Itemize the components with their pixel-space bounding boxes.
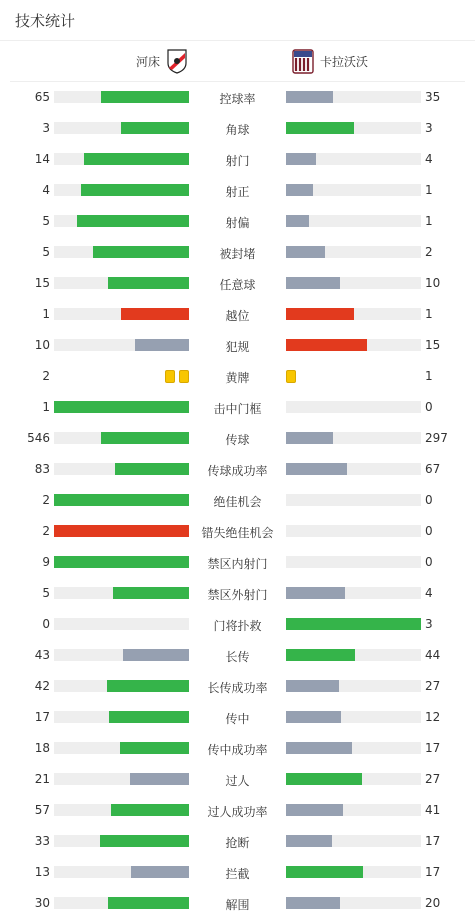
- home-bar-fill: [108, 897, 189, 909]
- teams-header: [10, 41, 465, 82]
- stat-label: 传球成功率: [207, 464, 268, 478]
- stat-row: [0, 609, 475, 640]
- home-stat-value: 17: [34, 710, 50, 724]
- away-bar-track: [286, 277, 421, 289]
- stats-header: [0, 0, 475, 41]
- away-bar-track: [286, 742, 421, 754]
- home-bar-fill: [107, 680, 189, 692]
- home-bar-fill: [130, 773, 189, 785]
- stat-label: 击中门框: [213, 402, 262, 416]
- home-bar-track: [54, 711, 189, 723]
- home-bar-track: [54, 556, 189, 568]
- away-bar-fill: [286, 463, 347, 475]
- away-bar-fill: [286, 184, 313, 196]
- stat-row: [0, 795, 475, 826]
- home-stat-value: 83: [34, 462, 50, 476]
- stat-row: [0, 826, 475, 857]
- stat-row: [0, 671, 475, 702]
- home-bar-track: [54, 153, 189, 165]
- yellow-card-icon: [179, 370, 189, 383]
- home-bar-track: [54, 897, 189, 909]
- away-bar-track: [286, 308, 421, 320]
- away-stat-value: 27: [425, 679, 441, 693]
- stat-label: 过人成功率: [207, 805, 268, 819]
- home-bar-track: [54, 308, 189, 320]
- away-stat-value: 0: [425, 555, 433, 569]
- away-bar-track: [286, 835, 421, 847]
- stat-label: 门将扑救: [213, 619, 262, 633]
- home-stat-value: 42: [34, 679, 50, 693]
- away-bar-track: [286, 246, 421, 258]
- stat-label: 犯规: [225, 340, 250, 354]
- away-stat-value: 17: [425, 834, 441, 848]
- away-bar-fill: [286, 432, 333, 444]
- stat-label: 传中: [225, 712, 250, 726]
- away-bar-track: [286, 866, 421, 878]
- home-stat-value: 30: [34, 896, 50, 910]
- home-bar-fill: [120, 742, 189, 754]
- stat-row: [0, 516, 475, 547]
- stat-label: 拦截: [225, 867, 250, 881]
- away-bar-track: [286, 897, 421, 909]
- home-bar-fill: [54, 556, 189, 568]
- away-stat-value: 17: [425, 741, 441, 755]
- home-bar-fill: [113, 587, 189, 599]
- home-bar-fill: [108, 277, 189, 289]
- home-bar-fill: [121, 122, 189, 134]
- away-bar-track: [286, 711, 421, 723]
- home-stat-value: 14: [34, 152, 50, 166]
- stat-row: [0, 454, 475, 485]
- away-bar-track: [286, 494, 421, 506]
- away-bar-fill: [286, 153, 316, 165]
- away-stat-value: 1: [425, 369, 433, 383]
- home-stat-value: 3: [42, 121, 50, 135]
- stat-row: [0, 702, 475, 733]
- away-stat-value: 3: [425, 617, 433, 631]
- home-team[interactable]: [136, 49, 188, 74]
- stat-row: [0, 144, 475, 175]
- home-stat-value: 21: [34, 772, 50, 786]
- away-yellow-cards: [286, 370, 300, 383]
- stat-label: 禁区内射门: [207, 557, 268, 571]
- stat-label: 过人: [225, 774, 250, 788]
- away-bar-fill: [286, 91, 333, 103]
- away-bar-track: [286, 525, 421, 537]
- home-stat-value: 2: [42, 369, 50, 383]
- away-bar-track: [286, 122, 421, 134]
- home-bar-fill: [121, 308, 189, 320]
- away-bar-track: [286, 339, 421, 351]
- home-bar-fill: [81, 184, 189, 196]
- away-bar-fill: [286, 866, 363, 878]
- away-bar-track: [286, 556, 421, 568]
- away-bar-fill: [286, 122, 354, 134]
- home-bar-track: [54, 649, 189, 661]
- home-stat-value: 1: [42, 400, 50, 414]
- stat-row: [0, 361, 475, 392]
- home-bar-track: [54, 339, 189, 351]
- away-stat-value: 0: [425, 493, 433, 507]
- stat-row: [0, 175, 475, 206]
- home-bar-fill: [131, 866, 189, 878]
- stat-row: [0, 237, 475, 268]
- away-bar-fill: [286, 339, 367, 351]
- away-bar-track: [286, 184, 421, 196]
- away-bar-fill: [286, 277, 340, 289]
- away-bar-track: [286, 401, 421, 413]
- home-stat-value: 43: [34, 648, 50, 662]
- home-bar-track: [54, 401, 189, 413]
- away-bar-fill: [286, 711, 341, 723]
- stat-row: [0, 330, 475, 361]
- stat-label: 黄牌: [225, 371, 250, 385]
- home-bar-fill: [77, 215, 189, 227]
- away-stat-value: 4: [425, 586, 433, 600]
- stat-row: [0, 392, 475, 423]
- home-bar-track: [54, 680, 189, 692]
- home-bar-fill: [54, 525, 189, 537]
- home-stat-value: 15: [34, 276, 50, 290]
- home-bar-track: [54, 835, 189, 847]
- stat-row: [0, 268, 475, 299]
- stat-row: [0, 764, 475, 795]
- stat-label: 任意球: [219, 278, 256, 292]
- home-bar-track: [54, 618, 189, 630]
- home-bar-track: [54, 246, 189, 258]
- away-bar-track: [286, 773, 421, 785]
- home-bar-fill: [123, 649, 189, 661]
- away-bar-fill: [286, 897, 340, 909]
- away-bar-track: [286, 91, 421, 103]
- stat-row: [0, 206, 475, 237]
- away-stat-value: 35: [425, 90, 441, 104]
- stat-row: [0, 485, 475, 516]
- home-stat-value: 5: [42, 214, 50, 228]
- away-stat-value: 27: [425, 772, 441, 786]
- away-team-name: 卡拉沃沃: [320, 55, 369, 69]
- away-stat-value: 1: [425, 214, 433, 228]
- stats-list: [0, 82, 475, 919]
- away-bar-fill: [286, 649, 355, 661]
- stat-row: [0, 113, 475, 144]
- away-bar-fill: [286, 680, 339, 692]
- away-bar-track: [286, 680, 421, 692]
- away-stat-value: 3: [425, 121, 433, 135]
- stat-label: 射门: [225, 154, 250, 168]
- home-bar-fill: [101, 432, 189, 444]
- away-bar-track: [286, 618, 421, 630]
- home-stat-value: 9: [42, 555, 50, 569]
- page-title: 技术统计: [15, 12, 76, 30]
- home-bar-fill: [101, 91, 189, 103]
- home-yellow-cards: [161, 370, 189, 383]
- away-bar-track: [286, 432, 421, 444]
- away-bar-fill: [286, 308, 354, 320]
- home-bar-fill: [100, 835, 189, 847]
- stat-label: 解围: [225, 898, 250, 912]
- home-stat-value: 13: [34, 865, 50, 879]
- away-stat-value: 67: [425, 462, 441, 476]
- away-bar-fill: [286, 587, 345, 599]
- away-bar-fill: [286, 835, 332, 847]
- home-stat-value: 5: [42, 245, 50, 259]
- home-stat-value: 57: [34, 803, 50, 817]
- stat-label: 射正: [225, 185, 250, 199]
- away-bar-fill: [286, 246, 325, 258]
- away-bar-track: [286, 463, 421, 475]
- home-bar-fill: [54, 494, 189, 506]
- away-bar-track: [286, 215, 421, 227]
- home-bar-track: [54, 91, 189, 103]
- yellow-card-icon: [165, 370, 175, 383]
- stat-row: [0, 857, 475, 888]
- home-bar-track: [54, 122, 189, 134]
- home-bar-track: [54, 277, 189, 289]
- home-bar-fill: [54, 401, 189, 413]
- away-stat-value: 41: [425, 803, 441, 817]
- home-bar-track: [54, 463, 189, 475]
- stat-label: 禁区外射门: [207, 588, 268, 602]
- home-bar-track: [54, 432, 189, 444]
- home-stat-value: 18: [34, 741, 50, 755]
- home-bar-fill: [84, 153, 189, 165]
- home-bar-fill: [111, 804, 189, 816]
- stat-label: 传中成功率: [207, 743, 268, 757]
- away-bar-fill: [286, 804, 343, 816]
- home-stat-value: 1: [42, 307, 50, 321]
- away-stat-value: 17: [425, 865, 441, 879]
- stat-row: [0, 423, 475, 454]
- stat-row: [0, 547, 475, 578]
- away-bar-track: [286, 587, 421, 599]
- stat-label: 角球: [225, 123, 250, 137]
- stat-label: 传球: [225, 433, 250, 447]
- home-bar-fill: [115, 463, 189, 475]
- stat-label: 抢断: [225, 836, 250, 850]
- away-bar-fill: [286, 618, 421, 630]
- away-bar-track: [286, 649, 421, 661]
- stat-label: 长传: [225, 650, 250, 664]
- yellow-card-icon: [286, 370, 296, 383]
- home-stat-value: 33: [34, 834, 50, 848]
- home-team-name: 河床: [135, 55, 160, 69]
- home-stat-value: 5: [42, 586, 50, 600]
- away-bar-fill: [286, 742, 352, 754]
- stat-row: [0, 888, 475, 919]
- home-bar-track: [54, 494, 189, 506]
- away-stat-value: 12: [425, 710, 441, 724]
- home-bar-track: [54, 184, 189, 196]
- away-stat-value: 2: [425, 245, 433, 259]
- away-bar-track: [286, 804, 421, 816]
- home-stat-value: 4: [42, 183, 50, 197]
- home-bar-fill: [93, 246, 189, 258]
- stat-label: 控球率: [219, 92, 256, 106]
- home-bar-track: [54, 866, 189, 878]
- away-stat-value: 15: [425, 338, 441, 352]
- home-bar-fill: [109, 711, 189, 723]
- home-stat-value: 2: [42, 493, 50, 507]
- away-stat-value: 0: [425, 524, 433, 538]
- stat-label: 错失绝佳机会: [201, 526, 274, 540]
- home-bar-track: [54, 587, 189, 599]
- stat-label: 绝佳机会: [213, 495, 262, 509]
- away-stat-value: 10: [425, 276, 441, 290]
- home-stat-value: 0: [42, 617, 50, 631]
- home-bar-track: [54, 804, 189, 816]
- away-stat-value: 44: [425, 648, 441, 662]
- away-team[interactable]: [292, 49, 368, 74]
- away-bar-track: [286, 153, 421, 165]
- home-bar-fill: [135, 339, 189, 351]
- away-stat-value: 0: [425, 400, 433, 414]
- stat-row: [0, 82, 475, 113]
- stat-label: 射偏: [225, 216, 250, 230]
- stat-label: 长传成功率: [207, 681, 268, 695]
- home-bar-track: [54, 773, 189, 785]
- stat-label: 越位: [225, 309, 250, 323]
- away-stat-value: 1: [425, 183, 433, 197]
- stat-row: [0, 578, 475, 609]
- home-stat-value: 65: [34, 90, 50, 104]
- home-stat-value: 10: [34, 338, 50, 352]
- stat-row: [0, 733, 475, 764]
- home-bar-track: [54, 525, 189, 537]
- away-bar-fill: [286, 773, 362, 785]
- home-bar-track: [54, 742, 189, 754]
- stat-label: 被封堵: [219, 247, 256, 261]
- stat-row: [0, 640, 475, 671]
- away-stat-value: 297: [425, 431, 448, 445]
- away-bar-fill: [286, 215, 309, 227]
- away-stat-value: 4: [425, 152, 433, 166]
- river-plate-crest-icon: [166, 49, 188, 74]
- home-stat-value: 546: [27, 431, 50, 445]
- home-stat-value: 2: [42, 524, 50, 538]
- away-stat-value: 20: [425, 896, 441, 910]
- stat-row: [0, 299, 475, 330]
- away-stat-value: 1: [425, 307, 433, 321]
- home-bar-track: [54, 215, 189, 227]
- carabobo-crest-icon: [292, 49, 314, 74]
